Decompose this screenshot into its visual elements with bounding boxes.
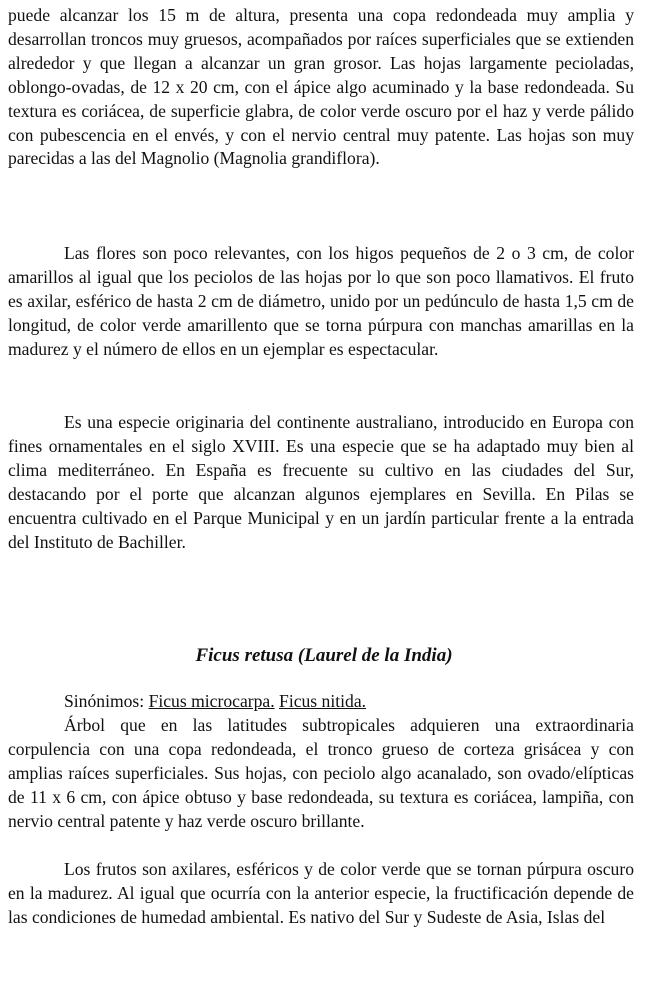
synonym-1: Ficus microcarpa. [148, 691, 275, 711]
paragraph-2: Las flores son poco relevantes, con los higos pequeños de 2 o 3 cm, de color amarillos al igual que los peciolos de las hojas por lo que son poco llamativos. El fruto es axilar, esférico de hasta 2 cm de diámetro, unido por un pedúnculo de hasta 1,5 cm de longitud, de color verde amarillento que se torna púrpura con manchas amarillas en la madurez y el número de ellos en un ejemplar es espectacular. [8, 243, 634, 359]
synonym-2: Ficus nitida. [279, 691, 367, 711]
synonyms-line [64, 690, 366, 714]
synonyms-label: Sinónimos: [64, 691, 145, 711]
section-heading: Ficus retusa (Laurel de la India) [195, 645, 453, 666]
paragraph-1: puede alcanzar los 15 m de altura, presenta una copa redondeada muy amplia y desarrollan troncos muy gruesos, acompañados por raíces superficiales que se extienden alrededor y que llegan a alcanzar un gran grosor. Las hojas largamente pecioladas, oblongo-ovadas, de 12 x 20 cm, con el ápice algo acuminado y la base redondeada. Su textura es coriácea, de superficie glabra, de color verde oscuro por el haz y verde pálido con pubescencia en el envés, y con el nervio central muy patente. Las hojas son muy parecidas a las del Magnolio (Magnolia grandiflora). [8, 5, 634, 169]
paragraph-4: Árbol que en las latitudes subtropicales adquieren una extraordinaria corpulencia con una copa redondeada, el tronco grueso de corteza grisácea y con amplias raíces superficiales. Sus hojas, con peciolo algo acanalado, son ovado/elípticas de 11 x 6 cm, con ápice obtuso y base redondeada, su textura es coriácea, lampiña, con nervio central patente y haz verde oscuro brillante. [8, 715, 634, 831]
paragraph-5: Los frutos son axilares, esféricos y de color verde que se tornan púrpura oscuro en la madurez. Al igual que ocurría con la anterior especie, la fructificación depende de las condiciones de humedad ambiental. Es nativo del Sur y Sudeste de Asia, Islas del [8, 859, 634, 927]
paragraph-3: Es una especie originaria del continente australiano, introducido en Europa con fines ornamentales en el siglo XVIII. Es una especie que se ha adaptado muy bien al clima mediterráneo. En España es frecuente su cultivo en las ciudades del Sur, destacando por el porte que alcanzan algunos ejemplares en Sevilla. En Pilas se encuentra cultivado en el Parque Municipal y en un jardín particular frente a la entrada del Instituto de Bachiller. [8, 412, 634, 552]
